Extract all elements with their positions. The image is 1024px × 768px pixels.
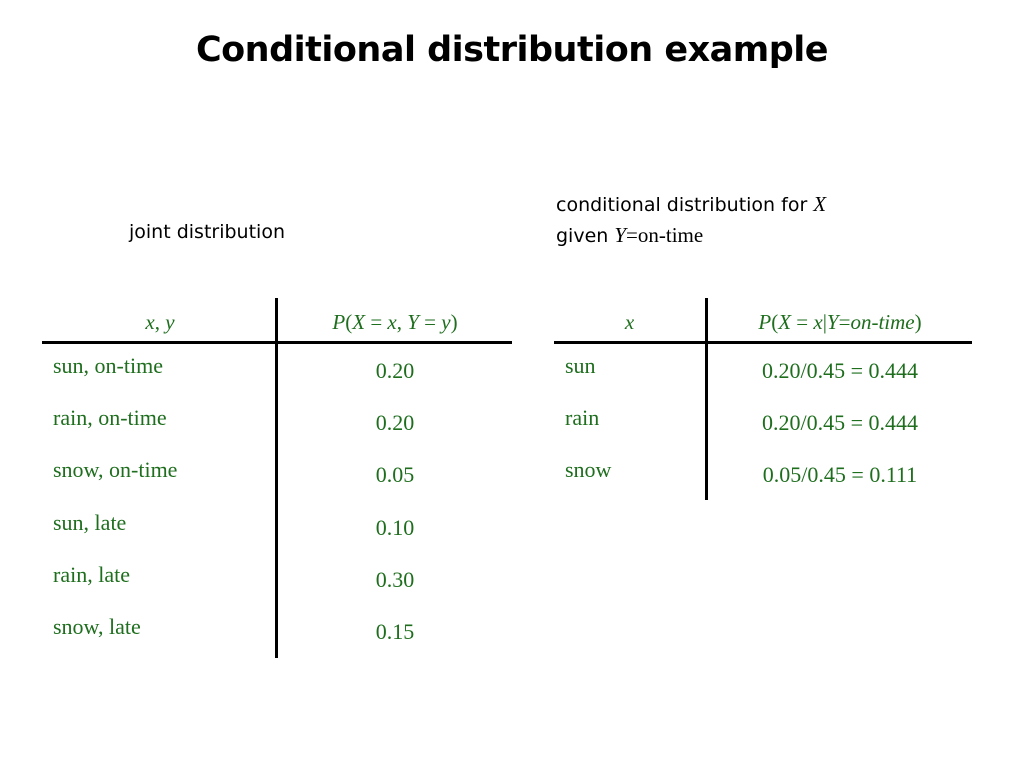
joint-row-label: snow, on-time: [53, 457, 178, 482]
joint-row-label: rain, late: [53, 562, 130, 587]
conditional-row-label: sun: [565, 353, 596, 378]
joint-row-label: rain, on-time: [53, 405, 167, 430]
slide-title: Conditional distribution example: [195, 30, 829, 70]
conditional-header-x: x: [624, 310, 635, 334]
joint-row-value: 0.30: [375, 567, 415, 592]
joint-row-value: 0.15: [375, 619, 415, 644]
joint-row-value: 0.10: [375, 515, 415, 540]
conditional-caption-y: Y: [614, 223, 627, 247]
conditional-caption-given: given: [556, 225, 615, 247]
joint-row-value: 0.20: [375, 410, 415, 435]
joint-header-xy: x, y: [145, 310, 175, 334]
conditional-row-value: 0.20/0.45 = 0.444: [761, 358, 919, 383]
joint-row-value: 0.05: [375, 462, 415, 487]
conditional-caption-line1: conditional distribution for: [556, 194, 814, 216]
conditional-caption-x: X: [813, 192, 827, 216]
joint-row-label: sun, on-time: [53, 353, 163, 378]
conditional-caption: [556, 189, 826, 251]
joint-header-prob: P(X = x, Y = y): [332, 310, 458, 334]
conditional-row-value: 0.05/0.45 = 0.111: [762, 462, 918, 487]
conditional-row-label: rain: [565, 405, 600, 430]
conditional-header-rule: [554, 341, 972, 344]
joint-row-label: sun, late: [53, 510, 127, 535]
conditional-row-label: snow: [565, 457, 612, 482]
joint-row-value: 0.20: [375, 358, 415, 383]
conditional-row-value: 0.20/0.45 = 0.444: [761, 410, 919, 435]
joint-caption: joint distribution: [129, 221, 285, 243]
joint-row-label: snow, late: [53, 614, 141, 639]
conditional-header-prob: P(X = x|Y=on-time): [758, 310, 922, 334]
conditional-caption-ontime: =on-time: [626, 223, 704, 247]
